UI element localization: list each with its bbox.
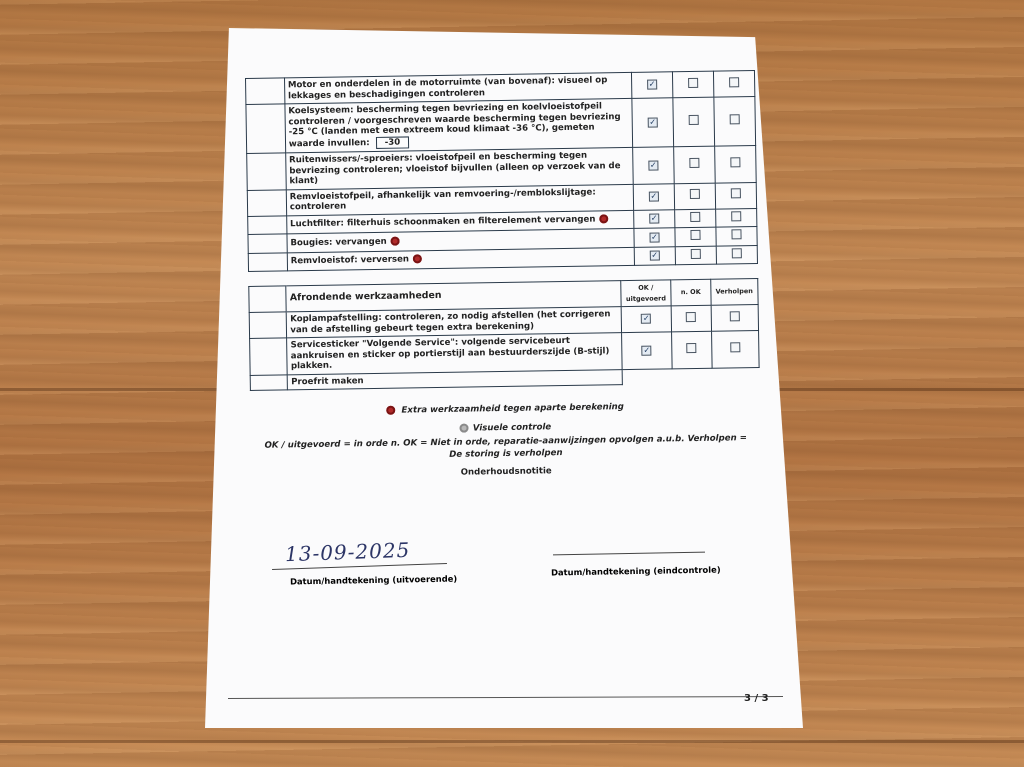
ok-checkbox[interactable]: ✓: [650, 191, 658, 201]
nok-checkbox[interactable]: [690, 211, 700, 221]
fixed-checkbox[interactable]: [729, 77, 739, 87]
fixed-checkbox[interactable]: [730, 311, 740, 321]
nok-checkbox[interactable]: [690, 230, 700, 240]
nok-checkbox[interactable]: [691, 248, 701, 258]
checklist-table: [245, 70, 758, 272]
item-description: Luchtfilter: filterhuis schoonmaken en filterelement vervangen: [286, 210, 633, 234]
ok-checkbox[interactable]: ✓: [648, 79, 656, 89]
ok-checkbox[interactable]: ✓: [649, 160, 657, 170]
visual-check-icon: [460, 424, 469, 433]
legend-visual: Visuele controle: [250, 419, 760, 437]
checklist-row: [246, 96, 756, 153]
ok-checkbox[interactable]: ✓: [651, 250, 659, 260]
fixed-checkbox[interactable]: [731, 188, 741, 198]
signature-label-right: Datum/handtekening (eindcontrole): [550, 564, 721, 578]
col-ok-header: OK / uitgevoerd: [621, 280, 672, 307]
ok-checkbox[interactable]: ✓: [650, 213, 658, 223]
item-description: Koelsysteem: bescherming tegen bevriezing en koelvloeistofpeil controleren / voorgeschreven waarde bescherming tegen bevriezing -25 °C (landen met een extreem koud klimaat -36 °C), gemeten waarde invullen: -30: [285, 98, 633, 152]
fixed-checkbox[interactable]: [730, 114, 740, 124]
measured-value: -30: [376, 136, 410, 149]
nok-checkbox[interactable]: [689, 115, 699, 125]
item-description: Remvloeistof: verversen: [287, 247, 634, 271]
fixed-checkbox[interactable]: [730, 157, 740, 167]
col-fix-header: Verholpen: [710, 278, 758, 305]
page-content: [245, 70, 770, 478]
final-work-table: [248, 278, 760, 391]
fixed-checkbox[interactable]: [732, 248, 742, 258]
ok-checkbox[interactable]: ✓: [642, 313, 650, 324]
item-description: Remvloeistofpeil, afhankelijk van remvoering-/remblokslijtage: controleren: [286, 184, 633, 215]
ok-checkbox[interactable]: ✓: [651, 232, 658, 242]
ok-checkbox[interactable]: ✓: [643, 345, 651, 355]
item-description: Koplampafstelling: controleren, zo nodig afstellen (het corrigeren van de afstelling gebeurt tegen extra berekening): [287, 307, 622, 338]
page-number: 3 / 3: [744, 693, 769, 704]
ok-checkbox[interactable]: ✓: [649, 117, 657, 127]
fixed-checkbox[interactable]: [731, 229, 741, 239]
final-section-title: Afrondende werkzaamheden: [286, 281, 621, 312]
item-description: Servicesticker "Volgende Service": volgende servicebeurt aankruisen en sticker op portierstijl aan bestuurderszijde (B-stijl) plakken.: [287, 333, 622, 375]
legend-explanation: OK / uitgevoerd = in orde n. OK = Niet in orde, reparatie-aanwijzingen opvolgen a.u.b. Verholpen = De storing is verholpen: [264, 433, 747, 460]
notes-title: Onderhoudsnotitie: [460, 466, 552, 478]
fixed-checkbox[interactable]: [731, 211, 741, 221]
extra-work-icon: [599, 214, 608, 223]
nok-checkbox[interactable]: [689, 158, 699, 168]
extra-work-icon: [391, 236, 400, 245]
item-description: Proefrit maken: [288, 369, 623, 390]
item-description: Ruitenwissers/-sproeiers: vloeistofpeil en bescherming tegen bevriezing controleren; vloeistof bijvullen (alleen op verzoek van de klant): [285, 147, 633, 189]
extra-work-icon: [386, 406, 395, 415]
nok-checkbox[interactable]: [688, 78, 698, 88]
item-description: Bougies: vervangen: [287, 228, 634, 252]
nok-checkbox[interactable]: [690, 189, 700, 199]
legend-extra: Extra werkzaamheid tegen aparte berekening: [250, 400, 760, 418]
extra-work-icon: [413, 254, 422, 263]
fixed-checkbox[interactable]: [730, 342, 740, 352]
handwritten-date: 13-09-2025: [284, 537, 411, 567]
signature-label-left: Datum/handtekening (uitvoerende): [289, 573, 458, 587]
col-nok-header: n. OK: [671, 279, 711, 306]
item-description: Motor en onderdelen in de motorruimte (van bovenaf): visueel op lekkages en beschadigingen controleren: [284, 72, 631, 103]
nok-checkbox[interactable]: [687, 343, 697, 353]
nok-checkbox[interactable]: [686, 312, 696, 322]
